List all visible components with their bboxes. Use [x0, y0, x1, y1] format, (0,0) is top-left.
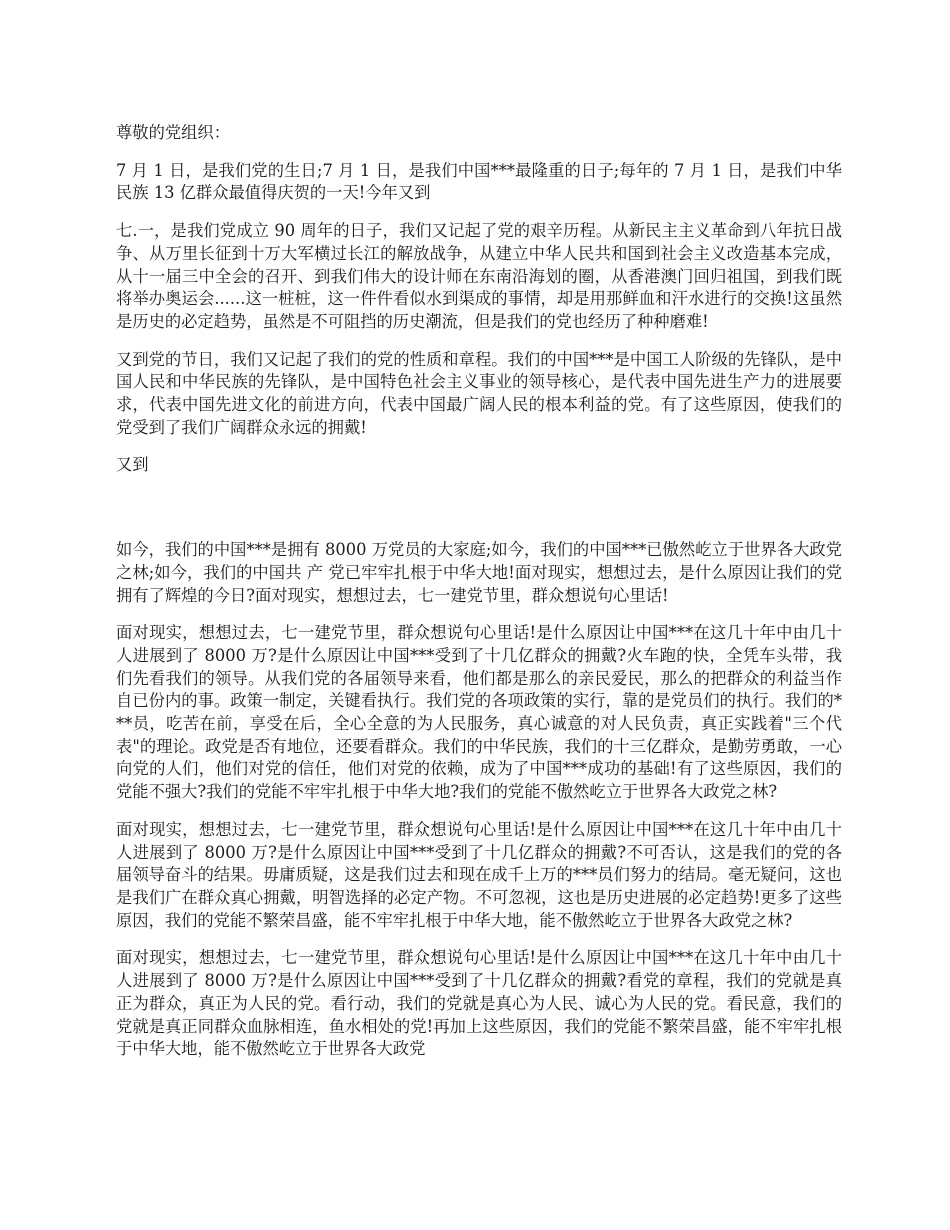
paragraph: 又到党的节日，我们又记起了我们的党的性质和章程。我们的中国***是中国工人阶级的先锋队，是中国人民和中华民族的先锋队，是中国特色社会主义事业的领导核心，是代表中国先进生产力的进展要求，代表中国先进文化的前进方向，代表中国最广阔人民的根本利益的党。有了这些原因，使我们的党受到了我们广阔群众永远的拥戴!: [116, 349, 842, 437]
paragraph: 如今，我们的中国***是拥有 8000 万党员的大家庭;如今，我们的中国***已傲然屹立于世界各大政党之林;如今，我们的中国共 产 党已牢牢扎根于中华大地!面对现实，想想过去，是什么原因让我们的党拥有了辉煌的今日?面对现实，想想过去，七一建党节里，群众想说句心里话!: [116, 540, 842, 605]
paragraph: 又到: [116, 455, 149, 475]
paragraph: 七.一，是我们党成立 90 周年的日子，我们又记起了党的艰辛历程。从新民主主义革命到八年抗日战争、从万里长征到十万大军横过长江的解放战争，从建立中华人民共和国到社会主义改造基本完成，从十一届三中全会的召开、到我们伟大的设计师在东南沿海划的圈，从香港澳门回归祖国，到我们既将举办奥运会......这一桩桩，这一件件看似水到渠成的事情，却是用那鲜血和汗水进行的交换!这虽然是历史的必定趋势，虽然是不可阻挡的历史潮流，但是我们的党也经历了种种磨难!: [116, 221, 842, 331]
paragraph: 面对现实，想想过去，七一建党节里，群众想说句心里话!是什么原因让中国***在这几十年中由几十人进展到了 8000 万?是什么原因让中国***受到了十几亿群众的拥戴?火车跑的快，全凭车头带，我们先看我们的领导。从我们党的各届领导来看，他们都是那么的亲民爱民，那么的把群众的利益当作自已份内的事。政策一制定，关键看执行。我们党的各项政策的实行，靠的是党员们的执行。我们的***员，吃苦在前，享受在后，全心全意的为人民服务，真心诚意的对人民负责，真正实践着"三个代表"的理论。政党是否有地位，还要看群众。我们的中华民族，我们的十三亿群众，是勤劳勇敢，一心向党的人们，他们对党的信任，他们对党的依赖，成为了中国***成功的基础!有了这些原因，我们的党能不强大?我们的党能不牢牢扎根于中华大地?我们的党能不傲然屹立于世界各大政党之林?: [116, 623, 842, 802]
paragraph: 面对现实，想想过去，七一建党节里，群众想说句心里话!是什么原因让中国***在这几十年中由几十人进展到了 8000 万?是什么原因让中国***受到了十几亿群众的拥戴?看党的章程，我们的党就是真正为群众，真正为人民的党。看行动，我们的党就是真心为人民、诚心为人民的党。看民意，我们的党就是真正同群众血脉相连，鱼水相处的党!再加上这些原因，我们的党能不繁荣昌盛，能不牢牢扎根于中华大地，能不傲然屹立于世界各大政党: [116, 948, 842, 1059]
paragraph: 面对现实，想想过去，七一建党节里，群众想说句心里话!是什么原因让中国***在这几十年中由几十人进展到了 8000 万?是什么原因让中国***受到了十几亿群众的拥戴?不可否认，这是我们的党的各届领导奋斗的结果。毋庸质疑，这是我们过去和现在成千上万的***员们努力的结局。毫无疑问，这也是我们广在群众真心拥戴，明智选择的必定产物。不可忽视，这也是历史进展的必定趋势!更多了这些原因，我们的党能不繁荣昌盛，能不牢牢扎根于中华大地，能不傲然屹立于世界各大政党之林?: [116, 819, 842, 930]
blank-space: [116, 492, 842, 539]
document-page: [116, 122, 842, 1076]
salutation: 尊敬的党组织：: [116, 123, 230, 142]
paragraph: 7 月 1 日，是我们党的生日;7 月 1 日，是我们中国***最隆重的日子;每年的 7 月 1 日，是我们中华民族 13 亿群众最值得庆贺的一天!今年又到: [116, 160, 842, 203]
